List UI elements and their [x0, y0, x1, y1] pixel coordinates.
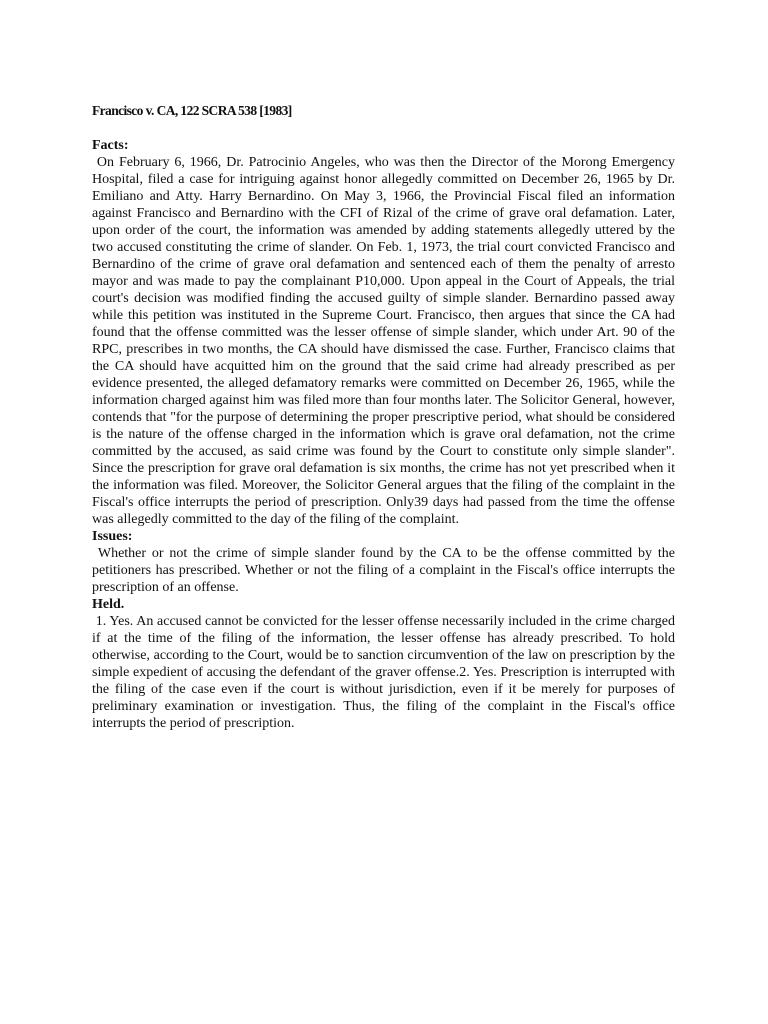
facts-text: On February 6, 1966, Dr. Patrocinio Angeles, who was then the Director of the Morong Emergency Hospital, filed a case for intriguing against honor allegedly committed on December 26, 1965 by Dr. Emiliano and Atty. Harry Bernardino. On May 3, 1966, the Provincial Fiscal filed an information against Francisco and Bernardino with the CFI of Rizal of the crime of grave oral defamation. Later, upon order of the court, the information was amended by adding statements allegedly uttered by the two accused constituting the crime of slander. On Feb. 1, 1973, the trial court convicted Francisco and Bernardino of the crime of grave oral defamation and sentenced each of them the penalty of arresto mayor and was made to pay the complainant P10,000. Upon appeal in the Court of Appeals, the trial court's decision was modified finding the accused guilty of simple slander. Bernardino passed away while this petition was instituted in the Supreme Court. Francisco, then argues that since the CA had found that the offense committed was the lesser offense of simple slander, which under Art. 90 of the RPC, prescribes in two months, the CA should have dismissed the case. Further, Francisco claims that the CA should have acquitted him on the ground that the said crime had already prescribed as per evidence presented, the alleged defamatory remarks were committed on December 26, 1965, while the information charged against him was filed more than four months later. The Solicitor General, however, contends that "for the purpose of determining the proper prescriptive period, what should be considered is the nature of the offense charged in the information which is grave oral defamation, not the crime committed by the accused, as said crime was found by the Court to constitute only simple slander". Since the prescription for grave oral defamation is six months, the crime has not yet prescribed when it the information was filed. Moreover, the Solicitor General argues that the filing of the complaint in the Fiscal's office interrupts the period of prescription. Only39 days had passed from the time the offense was allegedly committed to the day of the filing of the complaint. — [92, 155, 675, 527]
issues-text: Whether or not the crime of simple slander found by the CA to be the offense committed by the petitioners has prescribed. Whether or not the filing of a complaint in the Fiscal's office interrupts the prescription of an offense. — [92, 546, 675, 595]
document-page — [92, 103, 675, 732]
held-text: 1. Yes. An accused cannot be convicted for the lesser offense necessarily included in the crime charged if at the time of the filing of the information, the lesser offense has already prescribed. To hold otherwise, according to the Court, would be to sanction circumvention of the law on prescription by the simple expedient of accusing the defendant of the graver offense.2. Yes. Prescription is interrupted with the filing of the case even if the court is without jurisdiction, even if it be merely for purposes of preliminary examination or investigation. Thus, the filing of the complaint in the Fiscal's office interrupts the period of prescription. — [92, 614, 676, 731]
facts-heading: Facts: — [92, 138, 129, 153]
issues-paragraph — [92, 545, 675, 596]
issues-heading: Issues: — [92, 529, 133, 544]
held-heading: Held. — [92, 597, 125, 612]
case-title: Francisco v. CA, 122 SCRA 538 [1983] — [92, 103, 292, 118]
facts-paragraph — [92, 154, 675, 528]
held-paragraph — [92, 613, 675, 732]
